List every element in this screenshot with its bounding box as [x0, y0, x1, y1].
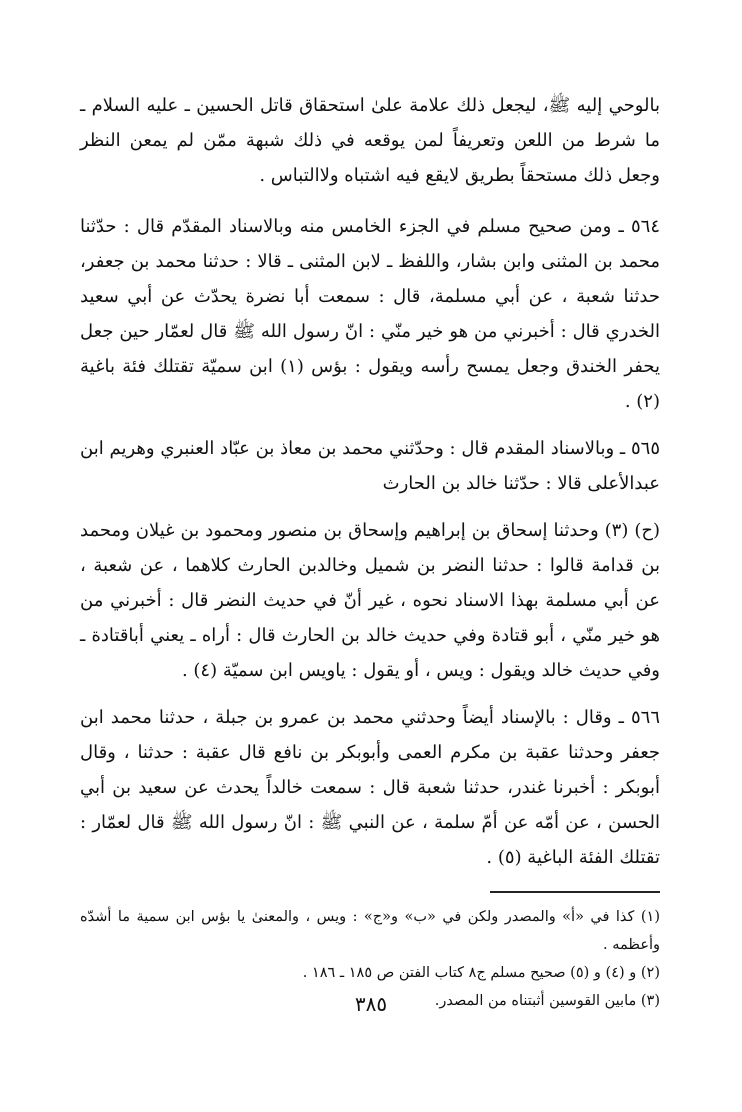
paragraph-564: ٥٦٤ ـ ومن صحيح مسلم في الجزء الخامس منه وبالاسناد المقدّم قال : حدّثنا محمد بن المثنى وابن بشار، واللفظ ـ لابن المثنى ـ قالا : حدثنا محمد بن جعفر، حدثنا شعبة ، عن أبي مسلمة، قال : سمعت أبا نضرة يحدّث عن أبي سعيد الخدري قال : أخبرني من هو خير منّي : انّ رسول الله ﷺ قال لعمّار حين جعل يحفر الخندق وجعل يمسح رأسه ويقول : بؤس (١) ابن سميّة تقتلك فئة باغية (٢) . — [80, 216, 660, 412]
page-number: ٣٨٥ — [354, 992, 388, 1016]
paragraph-intro: بالوحي إليه ﷺ، ليجعل ذلك علامة علىٰ استحقاق قاتل الحسين ـ عليه السلام ـ ما شرط من اللعن وتعريفاً لمن يوقعه في ذلك شبهة ممّن لم يمعن النظر وجعل ذلك مستحقاً بطريق لايقع فيه اشتباه ولاالتباس . — [80, 95, 660, 186]
footnote-2: (٢) و (٤) و (٥) صحيح مسلم ج٨ كتاب الفتن ص ١٨٥ ـ ١٨٦ . — [302, 965, 660, 981]
paragraph-565: ٥٦٥ ـ وبالاسناد المقدم قال : وحدّثني محمد بن معاذ بن عبّاد العنبري وهريم ابن عبدالأعلى قالا : حدّثنا خالد بن الحارث — [80, 438, 660, 494]
footnote-3: (٣) مابين القوسين أثبتناه من المصدر. — [434, 993, 660, 1009]
footnote-divider — [490, 891, 660, 893]
footnote-1: (١) كذا في «أ» والمصدر ولكن في «ب» و«ج» : ويس ، والمعنىٰ يا بؤس ابن سمية ما أشدّه وأعظمه . — [80, 909, 660, 953]
page-body — [80, 88, 660, 1015]
paragraph-565-cont: (ح) (٣) وحدثنا إسحاق بن إبراهيم وإسحاق بن منصور ومحمود بن غيلان ومحمد بن قدامة قالوا : حدثنا النضر بن شميل وخالدبن الحارث كلاهما ، عن شعبة ، عن أبي مسلمة بهذا الاسناد نحوه ، غير أنّ في حديث النضر قال : أخبرني من هو خير منّي ، أبو قتادة وفي حديث خالد بن الحارث قال : أراه ـ يعني أباقتادة ـ وفي حديث خالد ويقول : ويس ، أو يقول : ياويس ابن سميّة (٤) . — [80, 520, 660, 681]
paragraph-566: ٥٦٦ ـ وقال : بالإسناد أيضاً وحدثني محمد بن عمرو بن جبلة ، حدثنا محمد ابن جعفر وحدثنا عقبة بن مكرم العمى وأبوبكر بن نافع قال عقبة : حدثنا ، وقال أبوبكر : أخبرنا غندر، حدثنا شعبة قال : سمعت خالداً يحدث عن سعيد بن أبي الحسن ، عن أمّه عن أمّ سلمة ، عن النبي ﷺ : انّ رسول الله ﷺ قال لعمّار : تقتلك الفئة الباغية (٥) . — [80, 707, 660, 868]
